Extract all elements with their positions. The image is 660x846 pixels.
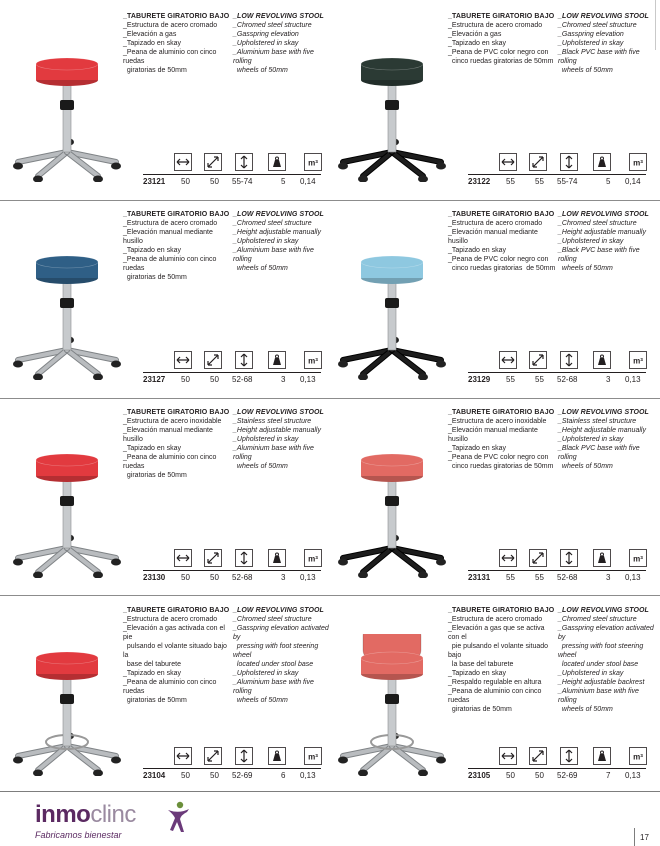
feature-line: _Elevación manual mediante husillo	[448, 229, 540, 245]
spec-weight: 7	[606, 771, 611, 780]
feature-line: _Elevación manual mediante husillo	[448, 427, 540, 443]
feature-line: _Estructura de acero cromado	[448, 220, 543, 227]
volume-m3-icon	[629, 153, 647, 171]
width-arrow-icon	[499, 351, 517, 369]
right-edge-rule	[655, 0, 656, 50]
description-spanish	[123, 606, 231, 705]
spec-width: 55	[506, 375, 515, 384]
height-arrow-icon	[235, 549, 253, 567]
description-spanish	[448, 606, 556, 714]
spec-width: 50	[181, 177, 190, 186]
weight-icon	[593, 747, 611, 765]
feature-line: _Tapizado en skay	[448, 670, 506, 677]
product-title: _LOW REVOLVING STOOL	[558, 607, 649, 614]
product-title: _TABURETE GIRATORIO BAJO	[448, 13, 555, 20]
product-title: _TABURETE GIRATORIO BAJO	[448, 607, 555, 614]
spec-depth: 50	[535, 771, 544, 780]
spec-volume: 0,13	[300, 771, 316, 780]
page-number: 17	[640, 833, 649, 842]
weight-icon	[268, 351, 286, 369]
feature-line: _Elevación a gas que se activa con el	[448, 625, 547, 641]
weight-icon	[268, 747, 286, 765]
spec-icons	[499, 747, 647, 769]
description-english	[233, 606, 329, 705]
product-code: 23131	[468, 573, 491, 582]
feature-line: pie pulsando el volante situado bajo	[448, 643, 550, 659]
description-spanish	[123, 408, 231, 480]
stool-image	[333, 238, 451, 380]
spec-divider	[143, 372, 321, 373]
description-english	[558, 408, 654, 471]
depth-arrow-icon	[204, 549, 222, 567]
height-arrow-icon	[235, 351, 253, 369]
feature-line: giratorias de 50mm	[448, 706, 512, 713]
spec-icons	[174, 351, 322, 373]
spec-weight: 3	[606, 573, 611, 582]
depth-arrow-icon	[529, 153, 547, 171]
spec-weight: 3	[281, 573, 286, 582]
feature-line: _Height adjustable manually	[558, 427, 646, 434]
spec-height: 55-74	[232, 177, 253, 186]
svg-text:m³: m³	[633, 554, 643, 564]
width-arrow-icon	[174, 549, 192, 567]
width-arrow-icon	[499, 747, 517, 765]
feature-line: _Chromed steel structure	[233, 616, 312, 623]
product-card	[0, 398, 324, 596]
brand-tagline: Fabricamos bienestar	[35, 830, 122, 840]
description-english	[233, 12, 329, 75]
spec-row	[468, 771, 646, 783]
feature-line: giratorias de 50mm	[123, 67, 187, 74]
spec-width: 50	[181, 573, 190, 582]
feature-line: _Aluminium base with five rolling	[233, 49, 316, 65]
feature-line: _Chromed steel structure	[558, 220, 637, 227]
product-title: _TABURETE GIRATORIO BAJO	[123, 211, 230, 218]
feature-line: wheels of 50mm	[233, 67, 288, 74]
feature-line: _Upholstered in skay	[558, 670, 624, 677]
product-code: 23129	[468, 375, 491, 384]
spec-depth: 50	[210, 177, 219, 186]
product-title: _LOW REVOLVING STOOL	[233, 211, 324, 218]
feature-line: _Elevación a gas activada con el pie	[123, 625, 227, 641]
feature-line: _Peana de PVC color negro con	[448, 256, 549, 263]
feature-line: _Height adjustable manually	[233, 229, 321, 236]
stool-image	[8, 238, 126, 380]
spec-divider	[143, 174, 321, 175]
stool-image	[333, 634, 451, 776]
product-code: 23104	[143, 771, 166, 780]
feature-line: wheels of 50mm	[233, 265, 288, 272]
feature-line: _Aluminium base with five rolling	[233, 247, 316, 263]
svg-text:m³: m³	[308, 158, 318, 168]
spec-volume: 0,14	[625, 177, 641, 186]
feature-line: wheels of 50mm	[233, 697, 288, 704]
feature-line: _Tapizado en skay	[448, 247, 506, 254]
height-arrow-icon	[235, 153, 253, 171]
feature-line: _Gasspring elevation	[233, 31, 299, 38]
spec-volume: 0,14	[300, 177, 316, 186]
description-spanish	[123, 210, 231, 282]
product-card	[325, 200, 649, 398]
width-arrow-icon	[499, 153, 517, 171]
feature-line: giratorias de 50mm	[123, 697, 187, 704]
feature-line: _Elevación a gas	[448, 31, 502, 38]
height-arrow-icon	[560, 747, 578, 765]
product-card	[0, 2, 324, 200]
spec-divider	[468, 570, 646, 571]
spec-height: 52-69	[557, 771, 578, 780]
product-card	[325, 398, 649, 596]
spec-row	[143, 177, 321, 189]
feature-line: _Peana de aluminio con cinco ruedas	[123, 256, 219, 272]
spec-icons	[174, 747, 322, 769]
stool-image	[8, 634, 126, 776]
svg-text:m³: m³	[308, 554, 318, 564]
feature-line: giratorias de 50mm	[123, 472, 187, 479]
footer-divider	[0, 791, 660, 792]
feature-line: pressing with foot steering wheel	[558, 643, 646, 659]
product-card	[325, 596, 656, 794]
spec-volume: 0,13	[625, 375, 641, 384]
feature-line: _Upholstered in skay	[558, 40, 624, 47]
feature-line: _Tapizado en skay	[123, 247, 181, 254]
spec-icons	[174, 549, 322, 571]
spec-row	[143, 771, 321, 783]
feature-line: _Gasspring elevation activated by	[558, 625, 656, 641]
feature-line: _Tapizado en skay	[448, 40, 506, 47]
spec-width: 50	[181, 771, 190, 780]
product-code: 23130	[143, 573, 166, 582]
spec-divider	[468, 174, 646, 175]
product-title: _TABURETE GIRATORIO BAJO	[123, 13, 230, 20]
spec-width: 55	[506, 177, 515, 186]
product-code: 23105	[468, 771, 491, 780]
feature-line: _Estructura de acero cromado	[448, 616, 543, 623]
feature-line: located under stool base	[558, 661, 639, 668]
product-title: _LOW REVOLVING STOOL	[558, 211, 649, 218]
spec-height: 52-69	[232, 771, 253, 780]
feature-line: _Gasspring elevation activated by	[233, 625, 331, 641]
description-spanish	[123, 12, 231, 75]
weight-icon	[593, 153, 611, 171]
feature-line: _Estructura de acero inoxidable	[448, 418, 547, 425]
page-number-rule	[634, 828, 635, 846]
feature-line: _Upholstered in skay	[233, 436, 299, 443]
product-title: _TABURETE GIRATORIO BAJO	[448, 409, 555, 416]
spec-volume: 0,13	[625, 573, 641, 582]
spec-depth: 55	[535, 573, 544, 582]
spec-depth: 55	[535, 177, 544, 186]
weight-icon	[268, 549, 286, 567]
feature-line: _Elevación manual mediante husillo	[123, 427, 215, 443]
feature-line: _Peana de aluminio con cinco ruedas	[123, 679, 219, 695]
spec-height: 52-68	[557, 375, 578, 384]
feature-line: base del taburete	[123, 661, 181, 668]
volume-m3-icon	[304, 549, 322, 567]
spec-height: 52-68	[557, 573, 578, 582]
description-spanish	[448, 210, 556, 273]
spec-weight: 6	[281, 771, 286, 780]
description-english	[233, 408, 329, 471]
feature-line: cinco ruedas giratorias de 50mm	[448, 463, 554, 470]
svg-text:m³: m³	[308, 356, 318, 366]
feature-line: _Aluminium base with five rolling	[233, 679, 316, 695]
spec-depth: 50	[210, 771, 219, 780]
spec-depth: 50	[210, 375, 219, 384]
feature-line: _Estructura de acero cromado	[123, 22, 218, 29]
depth-arrow-icon	[204, 747, 222, 765]
spec-divider	[143, 768, 321, 769]
spec-row	[468, 177, 646, 189]
spec-row	[143, 375, 321, 387]
feature-line: _Estructura de acero inoxidable	[123, 418, 222, 425]
weight-icon	[268, 153, 286, 171]
spec-divider	[468, 768, 646, 769]
depth-arrow-icon	[529, 747, 547, 765]
product-card	[0, 596, 331, 794]
width-arrow-icon	[499, 549, 517, 567]
height-arrow-icon	[235, 747, 253, 765]
svg-text:m³: m³	[633, 356, 643, 366]
width-arrow-icon	[174, 747, 192, 765]
feature-line: pulsando el volante situado bajo la	[123, 643, 229, 659]
volume-m3-icon	[629, 747, 647, 765]
feature-line: _Tapizado en skay	[448, 445, 506, 452]
feature-line: _Stainless steel structure	[233, 418, 312, 425]
svg-text:m³: m³	[633, 158, 643, 168]
spec-volume: 0,13	[625, 771, 641, 780]
feature-line: _Tapizado en skay	[123, 670, 181, 677]
spec-width: 55	[506, 573, 515, 582]
height-arrow-icon	[560, 351, 578, 369]
feature-line: _Estructura de acero cromado	[448, 22, 543, 29]
feature-line: located under stool base	[233, 661, 314, 668]
spec-row	[143, 573, 321, 585]
svg-text:m³: m³	[633, 752, 643, 762]
feature-line: _Elevación manual mediante husillo	[123, 229, 215, 245]
description-english	[558, 210, 654, 273]
depth-arrow-icon	[529, 549, 547, 567]
spec-row	[468, 375, 646, 387]
feature-line: _Upholstered in skay	[233, 670, 299, 677]
description-spanish	[448, 408, 556, 471]
height-arrow-icon	[560, 549, 578, 567]
spec-divider	[468, 372, 646, 373]
feature-line: wheels of 50mm	[558, 265, 613, 272]
feature-line: _Peana de PVC color negro con	[448, 49, 549, 56]
spec-icons	[499, 549, 647, 571]
feature-line: _Peana de PVC color negro con	[448, 454, 549, 461]
feature-line: _Black PVC base with five rolling	[558, 49, 642, 65]
depth-arrow-icon	[204, 351, 222, 369]
spec-row	[468, 573, 646, 585]
spec-height: 52-68	[232, 375, 253, 384]
feature-line: wheels of 50mm	[558, 67, 613, 74]
width-arrow-icon	[174, 351, 192, 369]
spec-icons	[174, 153, 322, 175]
product-title: _TABURETE GIRATORIO BAJO	[123, 409, 230, 416]
product-title: _LOW REVOLVING STOOL	[233, 607, 324, 614]
brand-figure-icon	[165, 800, 191, 834]
feature-line: _Upholstered in skay	[233, 238, 299, 245]
feature-line: wheels of 50mm	[558, 706, 613, 713]
volume-m3-icon	[629, 351, 647, 369]
feature-line: _Peana de aluminio con cinco ruedas	[448, 688, 544, 704]
volume-m3-icon	[304, 351, 322, 369]
spec-weight: 3	[606, 375, 611, 384]
product-title: _LOW REVOLVING STOOL	[233, 409, 324, 416]
spec-icons	[499, 351, 647, 373]
feature-line: _Tapizado en skay	[123, 445, 181, 452]
feature-line: giratorias de 50mm	[123, 274, 187, 281]
product-title: _LOW REVOLVING STOOL	[233, 13, 324, 20]
description-english	[558, 606, 654, 714]
volume-m3-icon	[304, 747, 322, 765]
svg-text:m³: m³	[308, 752, 318, 762]
description-english	[233, 210, 329, 273]
volume-m3-icon	[304, 153, 322, 171]
stool-image	[333, 436, 451, 578]
depth-arrow-icon	[529, 351, 547, 369]
spec-weight: 3	[281, 375, 286, 384]
spec-weight: 5	[606, 177, 611, 186]
stool-image	[8, 40, 126, 182]
feature-line: _Aluminium base with five rolling	[233, 445, 316, 461]
feature-line: _Height adjustable manually	[233, 427, 321, 434]
spec-depth: 50	[210, 573, 219, 582]
brand-logo	[35, 800, 195, 846]
feature-line: _Chromed steel structure	[558, 616, 637, 623]
feature-line: _Black PVC base with five rolling	[558, 445, 642, 461]
feature-line: _Chromed steel structure	[233, 220, 312, 227]
feature-line: la base del taburete	[448, 661, 514, 668]
feature-line: _Upholstered in skay	[558, 436, 624, 443]
feature-line: cinco ruedas giratorias de 50mm	[448, 58, 554, 65]
feature-line: _Upholstered in skay	[558, 238, 624, 245]
spec-width: 50	[181, 375, 190, 384]
spec-volume: 0,13	[300, 375, 316, 384]
spec-icons	[499, 153, 647, 175]
depth-arrow-icon	[204, 153, 222, 171]
product-card	[0, 200, 324, 398]
description-english	[558, 12, 654, 75]
feature-line: _Gasspring elevation	[558, 31, 624, 38]
feature-line: pressing with foot steering wheel	[233, 643, 321, 659]
feature-line: _Height adjustable backrest	[558, 679, 645, 686]
spec-weight: 5	[281, 177, 286, 186]
stool-image	[333, 40, 451, 182]
feature-line: _Aluminium base with five rolling	[558, 688, 641, 704]
weight-icon	[593, 351, 611, 369]
feature-line: _Estructura de acero cromado	[123, 616, 218, 623]
feature-line: cinco ruedas giratorias de 50mm	[448, 265, 556, 272]
width-arrow-icon	[174, 153, 192, 171]
volume-m3-icon	[629, 549, 647, 567]
feature-line: wheels of 50mm	[233, 463, 288, 470]
feature-line: _Chromed steel structure	[233, 22, 312, 29]
height-arrow-icon	[560, 153, 578, 171]
spec-volume: 0,13	[300, 573, 316, 582]
spec-height: 55-74	[557, 177, 578, 186]
feature-line: _Peana de aluminio con cinco ruedas	[123, 454, 219, 470]
spec-depth: 55	[535, 375, 544, 384]
feature-line: _Stainless steel structure	[558, 418, 637, 425]
description-spanish	[448, 12, 556, 66]
weight-icon	[593, 549, 611, 567]
product-code: 23121	[143, 177, 166, 186]
product-title: _LOW REVOLVING STOOL	[558, 409, 649, 416]
spec-divider	[143, 570, 321, 571]
brand-wordmark: inmoclinc	[35, 801, 136, 828]
feature-line: _Height adjustable manually	[558, 229, 646, 236]
feature-line: _Peana de aluminio con cinco ruedas	[123, 49, 219, 65]
feature-line: _Tapizado en skay	[123, 40, 181, 47]
spec-height: 52-68	[232, 573, 253, 582]
stool-image	[8, 436, 126, 578]
feature-line: wheels of 50mm	[558, 463, 613, 470]
product-code: 23127	[143, 375, 166, 384]
spec-width: 50	[506, 771, 515, 780]
feature-line: _Upholstered in skay	[233, 40, 299, 47]
feature-line: _Elevación a gas	[123, 31, 177, 38]
product-title: _LOW REVOLVING STOOL	[558, 13, 649, 20]
feature-line: _Black PVC base with five rolling	[558, 247, 642, 263]
product-title: _TABURETE GIRATORIO BAJO	[123, 607, 230, 614]
feature-line: _Estructura de acero cromado	[123, 220, 218, 227]
product-code: 23122	[468, 177, 491, 186]
product-title: _TABURETE GIRATORIO BAJO	[448, 211, 555, 218]
feature-line: _Respaldo regulable en altura	[448, 679, 542, 686]
product-card	[325, 2, 649, 200]
feature-line: _Chromed steel structure	[558, 22, 637, 29]
